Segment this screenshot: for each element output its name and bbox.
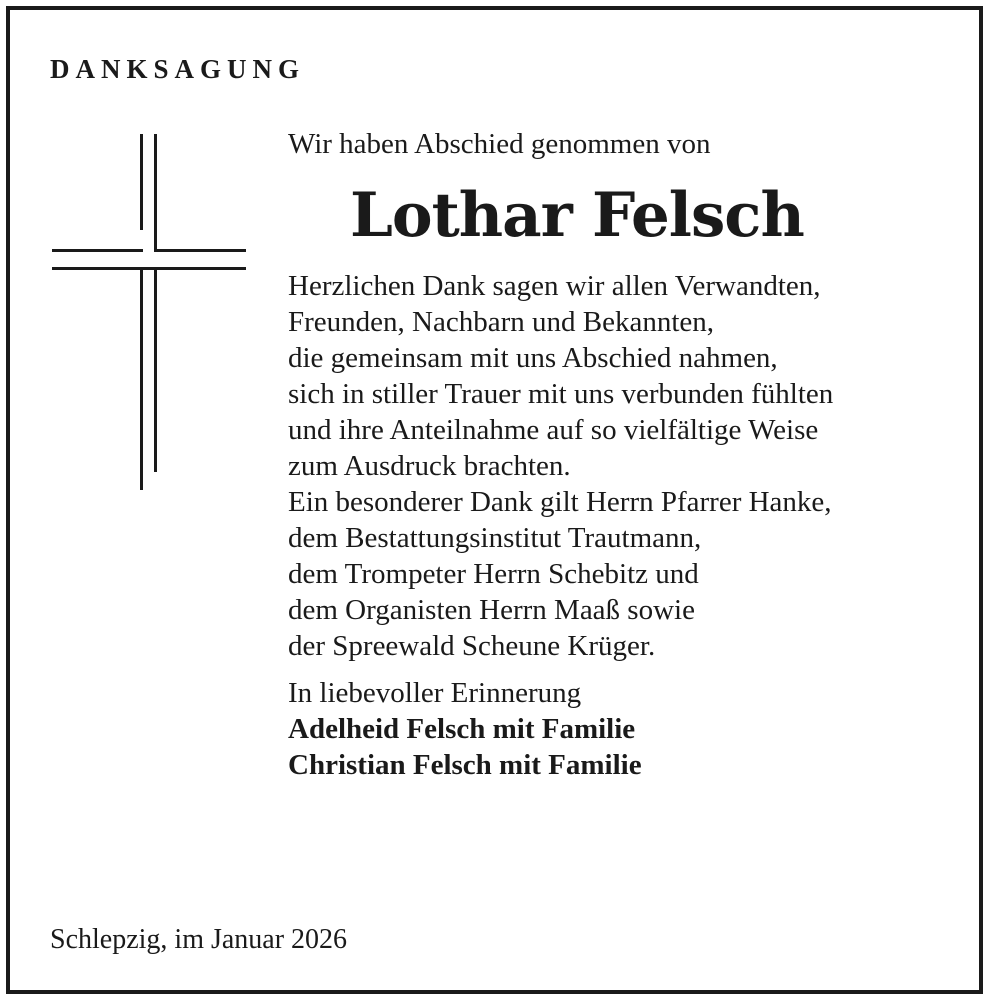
closing-phrase: In liebevoller Erinnerung <box>288 677 582 709</box>
thanks-line: zum Ausdruck brachten. <box>288 450 571 482</box>
signature-line: Christian Felsch mit Familie <box>288 749 642 781</box>
thanks-line: sich in stiller Trauer mit uns verbunden fühlten <box>288 378 834 410</box>
signature-line: Adelheid Felsch mit Familie <box>288 713 636 745</box>
thanks-line: dem Trompeter Herrn Schebitz und <box>288 558 699 590</box>
thanks-line: Ein besonderer Dank gilt Herrn Pfarrer Hanke, <box>288 486 832 518</box>
place-date: Schlepzig, im Januar 2026 <box>50 924 348 955</box>
thanks-text <box>288 268 948 664</box>
thanks-line: die gemeinsam mit uns Abschied nahmen, <box>288 342 778 374</box>
thanks-line: dem Bestattungsinstitut Trautmann, <box>288 522 702 554</box>
thanks-line: Freunden, Nachbarn und Bekannten, <box>288 306 715 338</box>
deceased-name: Lothar Felsch <box>350 180 804 251</box>
closing-block <box>288 675 948 783</box>
cross-icon <box>52 134 248 490</box>
intro-line: Wir haben Abschied genommen von <box>288 128 711 160</box>
thanks-line: Herzlichen Dank sagen wir allen Verwandten, <box>288 270 821 302</box>
notice-body <box>288 126 948 783</box>
notice-heading: DANKSAGUNG <box>50 54 306 84</box>
thanks-line: dem Organisten Herrn Maaß sowie <box>288 594 695 626</box>
notice-frame <box>6 6 983 994</box>
thanks-line: der Spreewald Scheune Krüger. <box>288 630 656 662</box>
thanks-line: und ihre Anteilnahme auf so vielfältige Weise <box>288 414 819 446</box>
